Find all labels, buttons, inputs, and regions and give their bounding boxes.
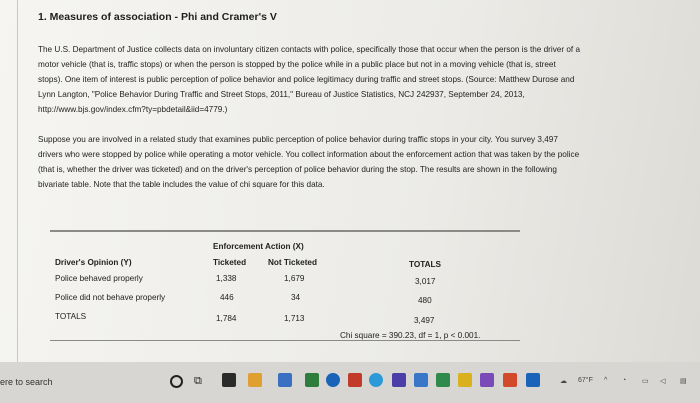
task-view-icon[interactable]: ⧉ bbox=[194, 375, 202, 387]
app-icon[interactable] bbox=[458, 373, 472, 387]
paragraph-line: The U.S. Department of Justice collects data on involuntary citizen contacts with police, specifically those that occur when the person is the driver of a bbox=[38, 45, 581, 54]
app-icon[interactable] bbox=[503, 373, 517, 387]
paragraph-line: bivariate table. Note that the table includes the value of chi square for this data. bbox=[38, 180, 325, 189]
gmail-icon[interactable] bbox=[348, 373, 362, 387]
col-header-totals: TOTALS bbox=[409, 260, 441, 269]
cell-ticketed: 1,338 bbox=[216, 274, 237, 283]
volume-icon[interactable]: ◁ bbox=[660, 378, 666, 385]
file-explorer-icon[interactable] bbox=[248, 373, 262, 387]
app-icon[interactable] bbox=[278, 373, 292, 387]
paragraph-line: Lynn Langton, "Police Behavior During Traffic and Street Stops, 2011," Bureau of Justice Statistics, NCJ 242937, September 24, 2013, bbox=[38, 90, 525, 99]
taskbar-search-box[interactable]: ere to search bbox=[0, 377, 53, 387]
col-header-ticketed: Ticketed bbox=[213, 258, 247, 267]
cell-not-ticketed: 34 bbox=[291, 293, 301, 302]
network-icon[interactable]: ◔ bbox=[622, 377, 627, 384]
col-header-not-ticketed: Not Ticketed bbox=[268, 258, 317, 267]
chrome-icon[interactable] bbox=[369, 373, 383, 387]
app-icon[interactable] bbox=[305, 373, 319, 387]
app-icon[interactable] bbox=[480, 373, 494, 387]
source-link[interactable]: http://www.bjs.gov/index.cfm?ty=pbdetail&iid=4779.) bbox=[38, 105, 228, 114]
app-icon[interactable] bbox=[414, 373, 428, 387]
row-label: Police did not behave properly bbox=[55, 293, 166, 302]
chi-square-note: Chi square = 390.23, df = 1, p < 0.001. bbox=[340, 331, 481, 340]
cell-not-ticketed: 1,713 bbox=[284, 314, 305, 323]
cell-total: 3,017 bbox=[415, 277, 436, 286]
cell-ticketed: 1,784 bbox=[216, 314, 237, 323]
paragraph-line: stops). One item of interest is public perception of police behavior and police legitimacy during traffic and street stops. (Source: Matthew Durose and bbox=[38, 75, 575, 84]
paragraph-line: Suppose you are involved in a related study that examines public perception of police behavior during traffic stops in your city. You survey 3,497 bbox=[38, 135, 558, 144]
row-label: Police behaved properly bbox=[55, 274, 143, 283]
weather-icon[interactable]: ☁ bbox=[560, 378, 567, 385]
cell-ticketed: 446 bbox=[220, 293, 234, 302]
chevron-up-icon[interactable]: ^ bbox=[604, 377, 608, 384]
cortana-icon[interactable] bbox=[170, 375, 183, 388]
edge-icon[interactable] bbox=[326, 373, 340, 387]
group-header: Enforcement Action (X) bbox=[213, 242, 304, 251]
paragraph-line: (that is, whether the driver was ticketed) and on the driver's perception of police behavior during the stop. The results are shown in the following bbox=[38, 165, 557, 174]
cell-total: 3,497 bbox=[414, 316, 435, 325]
taskbar bbox=[0, 362, 700, 403]
table-bottom-rule bbox=[50, 340, 520, 341]
app-icon[interactable] bbox=[436, 373, 450, 387]
app-icon[interactable] bbox=[526, 373, 540, 387]
row-header: Driver's Opinion (Y) bbox=[55, 258, 132, 267]
cell-not-ticketed: 1,679 bbox=[284, 274, 305, 283]
row-label: TOTALS bbox=[55, 312, 87, 321]
question-title: 1. Measures of association - Phi and Cramer's V bbox=[38, 11, 277, 23]
cell-total: 480 bbox=[418, 296, 432, 305]
paragraph-line: motor vehicle (that is, traffic stops) or when the person is stopped by the police while in a public place but not in a moving vehicle (that is, street bbox=[38, 60, 556, 69]
weather-temp[interactable]: 67°F bbox=[578, 377, 593, 384]
notification-icon[interactable]: ▤ bbox=[680, 378, 687, 385]
app-icon[interactable] bbox=[222, 373, 236, 387]
paragraph-line: drivers who were stopped by police while operating a motor vehicle. You collect information about the enforcement action that was taken by the police bbox=[38, 150, 580, 159]
battery-icon[interactable]: ▭ bbox=[642, 378, 649, 385]
app-icon[interactable] bbox=[392, 373, 406, 387]
